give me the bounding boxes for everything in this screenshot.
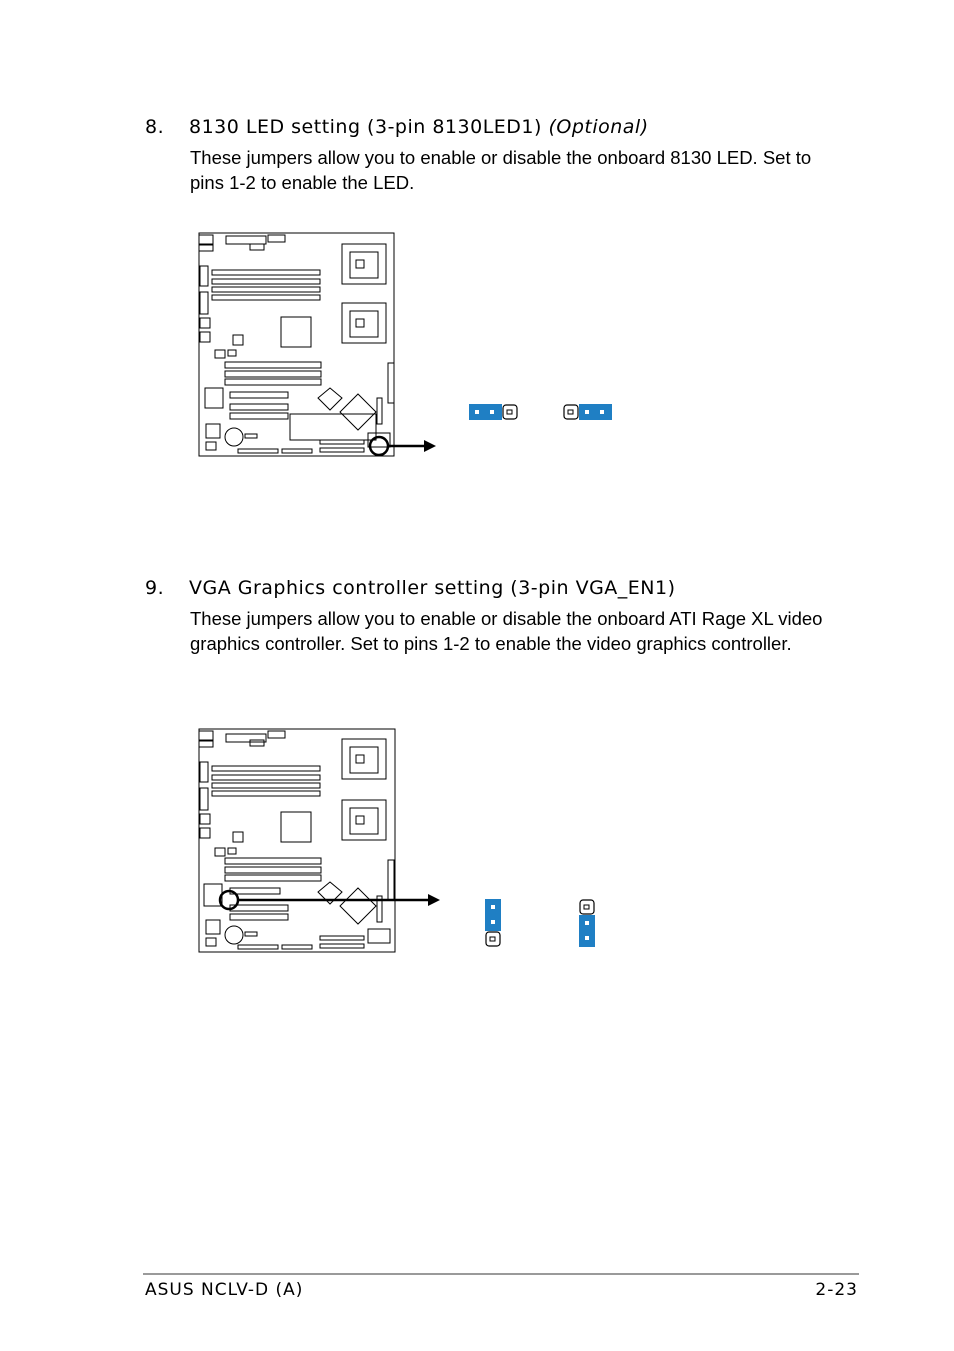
jumper-vga-en1-settings [482, 897, 602, 951]
jumper-8130led1-disabled [564, 404, 612, 420]
motherboard-diagram-vga-en1 [190, 724, 450, 958]
section-9-body: These jumpers allow you to enable or disable the onboard ATI Rage XL video graphics controller. Set to pins 1-2 to enable the video graphics controller. [190, 608, 823, 654]
section-8-heading [145, 116, 649, 138]
jumper-8130led1-enabled [469, 404, 517, 420]
footer-product-name: ASUS NCLV-D (A) [145, 1280, 304, 1300]
section-9-title: VGA Graphics controller setting (3-pin VGA_EN1) [189, 577, 676, 599]
footer-page-number: 2-23 [815, 1280, 858, 1300]
section-9-heading [145, 577, 676, 599]
section-8-body: These jumpers allow you to enable or disable the onboard 8130 LED. Set to pins 1-2 to enable the LED. [190, 147, 812, 193]
jumper-vga-en1-enabled [485, 899, 501, 946]
section-8-title: 8130 LED setting (3-pin 8130LED1) [189, 116, 542, 138]
footer-divider [143, 1273, 859, 1275]
motherboard-diagram-8130led [190, 228, 450, 462]
jumper-vga-en1-disabled [579, 900, 595, 947]
section-8-optional: (Optional) [548, 116, 649, 138]
section-8-number: 8. [145, 116, 165, 138]
section-9-number: 9. [145, 577, 165, 599]
jumper-8130led1-settings [468, 402, 618, 424]
